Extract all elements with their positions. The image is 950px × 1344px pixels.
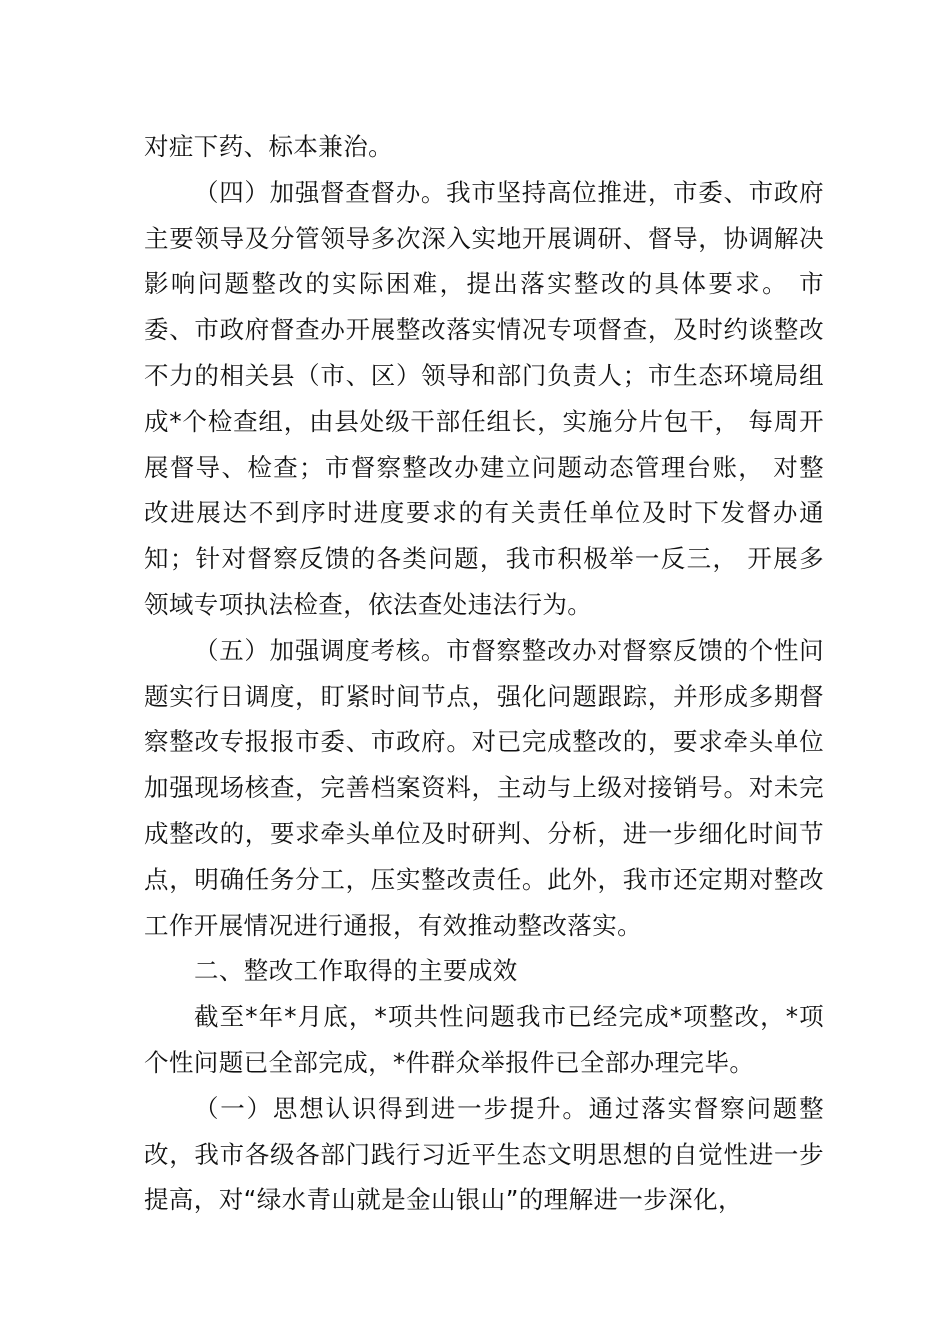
document-body [144,124,824,1223]
paragraph-supervision: （四）加强督查督办。我市坚持高位推进，市委、市政府主要领导及分管领导多次深入实地开展调研、督导，协调解决影响问题整改的实际困难，提出落实整改的具体要求。 市委、市政府督查办开展整改落实情况专项督查，及时约谈整改不力的相关县（市、区）领导和部门负责人；市生态环境局组成*个检查组，由县处级干部任组长，实施分片包干， 每周开展督导、检查；市督察整改办建立问题动态管理台账， 对整改进展达不到序时进度要求的有关责任单位及时下发督办通知；针对督察反馈的各类问题，我市积极举一反三， 开展多领域专项执法检查，依法查处违法行为。 [144,177,824,619]
paragraph-awareness: （一）思想认识得到进一步提升。通过落实督察问题整改，我市各级各部门践行习近平生态文明思想的自觉性进一步提高，对“绿水青山就是金山银山”的理解进一步深化， [144,1093,824,1215]
paragraph-summary: 截至*年*月底，*项共性问题我市已经完成*项整改，*项个性问题已全部完成，*件群众举报件已全部办理完毕。 [144,1002,824,1077]
paragraph-assessment: （五）加强调度考核。市督察整改办对督察反馈的个性问题实行日调度，盯紧时间节点，强化问题跟踪，并形成多期督察整改专报报市委、市政府。对已完成整改的，要求牵头单位加强现场核查，完善档案资料，主动与上级对接销号。对未完成整改的，要求牵头单位及时研判、分析，进一步细化时间节点，明确任务分工，压实整改责任。此外，我市还定期对整改工作开展情况进行通报，有效推动整改落实。 [144,635,824,940]
paragraph-continuation: 对症下药、标本兼治。 [144,132,393,161]
section-heading-results: 二、整改工作取得的主要成效 [194,956,518,986]
